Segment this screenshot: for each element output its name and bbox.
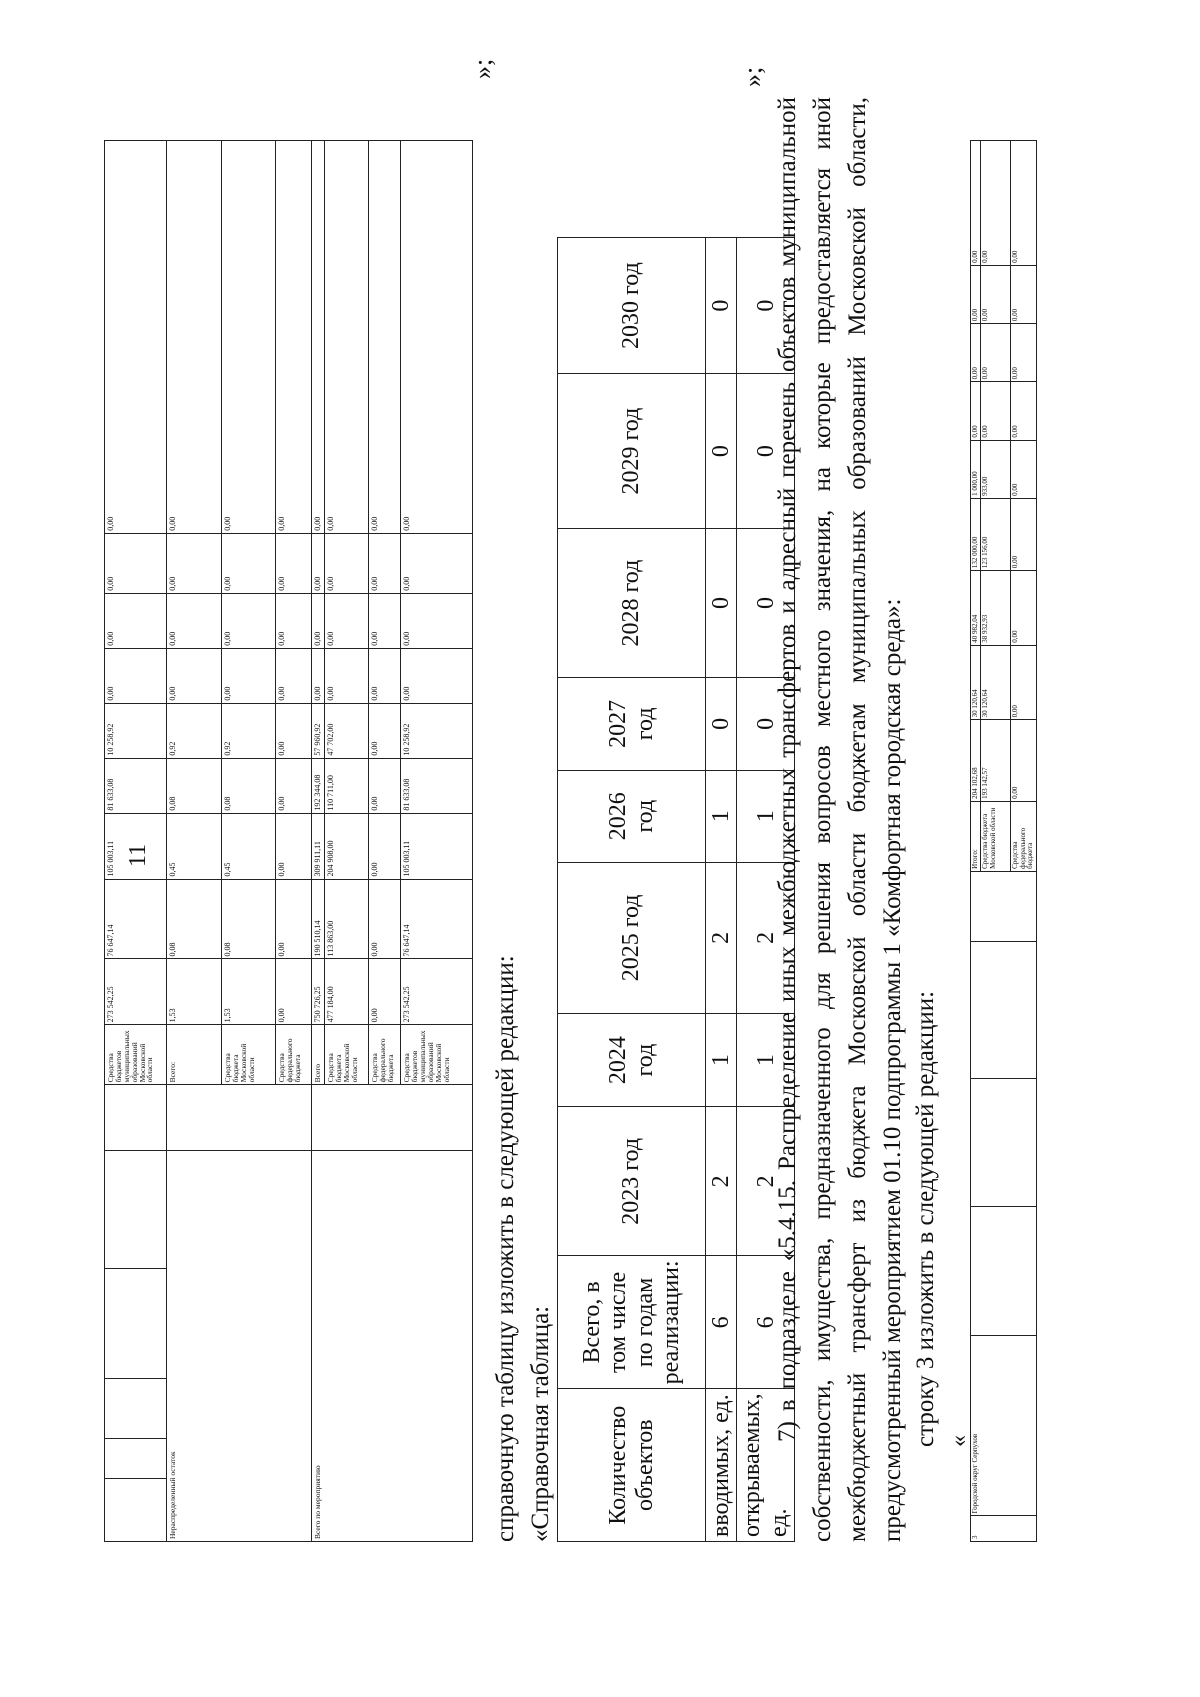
value-cell: 57 960,92 <box>312 703 325 758</box>
cell <box>971 871 1037 941</box>
value-cell: 0,00 <box>369 959 401 1025</box>
value-cell: 0,00 <box>1011 324 1037 382</box>
value-cell: 10 258,92 <box>401 703 473 758</box>
cell <box>312 1085 473 1151</box>
table-header-row <box>558 238 706 1542</box>
value-cell: 0,00 <box>369 813 401 879</box>
table-row <box>312 141 325 1542</box>
value-cell: 0,00 <box>1011 265 1037 323</box>
value-cell: 0,00 <box>276 879 312 959</box>
value-cell: 0,00 <box>276 758 312 813</box>
row-label: открываемых, ед. <box>737 1389 795 1542</box>
cell <box>971 1207 1037 1335</box>
source-cell: Всего <box>312 1025 325 1085</box>
value-cell: 0,08 <box>167 879 222 959</box>
value-cell: 2 <box>737 1107 795 1256</box>
value-cell: 0,00 <box>222 141 276 534</box>
value-cell: 38 932,93 <box>981 571 1011 646</box>
value-cell: 110 711,00 <box>325 758 369 813</box>
value-cell: 0 <box>706 374 737 529</box>
source-cell: Итого: <box>971 801 981 871</box>
value-cell: 0 <box>737 678 795 770</box>
value-cell: 0,00 <box>369 703 401 758</box>
value-cell: 0,00 <box>369 648 401 703</box>
value-cell: 2 <box>706 862 737 1013</box>
value-cell: 0,00 <box>401 141 473 534</box>
cell <box>105 1085 167 1151</box>
value-cell: 0,00 <box>1011 498 1037 570</box>
table-row <box>706 238 737 1542</box>
header-cell: 2024 год <box>558 1013 706 1106</box>
value-cell: 0,00 <box>369 593 401 648</box>
value-cell: 0 <box>706 528 737 677</box>
cell <box>105 1379 167 1439</box>
object-table <box>970 140 1037 1542</box>
value-cell: 0,00 <box>401 593 473 648</box>
value-cell: 0,00 <box>1011 382 1037 440</box>
value-cell: 477 184,00 <box>325 959 369 1025</box>
value-cell: 76 647,14 <box>105 879 167 959</box>
value-cell: 0,00 <box>276 813 312 879</box>
value-cell: 0,00 <box>167 593 222 648</box>
value-cell: 0,00 <box>1011 440 1037 498</box>
value-cell: 0,00 <box>276 703 312 758</box>
value-cell: 273 542,25 <box>401 959 473 1025</box>
cell <box>105 1269 167 1379</box>
table-row <box>971 141 981 1542</box>
value-cell: 204 102,68 <box>971 720 981 802</box>
value-cell: 0,00 <box>369 141 401 534</box>
value-cell: 0,00 <box>971 382 981 440</box>
cell <box>105 1479 167 1542</box>
table-row <box>105 141 167 1542</box>
value-cell: 0,45 <box>222 813 276 879</box>
opening-quote: « <box>946 1435 972 1447</box>
source-cell: Средства федерального бюджета <box>1011 801 1037 871</box>
value-cell: 2 <box>737 862 795 1013</box>
value-cell: 1,53 <box>167 959 222 1025</box>
header-cell: 2025 год <box>558 862 706 1013</box>
source-cell: Средства федерального бюджета <box>276 1025 312 1085</box>
value-cell: 81 633,08 <box>105 758 167 813</box>
closing-quote: »; <box>738 66 767 87</box>
value-cell: 0,00 <box>981 265 1011 323</box>
header-cell: Всего, в том числе по годам реализации: <box>558 1256 706 1389</box>
value-cell: 750 726,25 <box>312 959 325 1025</box>
value-cell: 0 <box>706 678 737 770</box>
value-cell: 1 000,00 <box>971 440 981 498</box>
cell <box>167 1085 312 1151</box>
value-cell: 0,00 <box>276 648 312 703</box>
value-cell: 0,00 <box>1011 141 1037 266</box>
value-cell: 30 120,64 <box>981 645 1011 720</box>
intro-text: справочную таблицу изложить в следующей редакции: <box>492 955 519 1542</box>
value-cell: 0,00 <box>369 533 401 593</box>
value-cell: 0 <box>706 238 737 374</box>
value-cell: 0,00 <box>369 879 401 959</box>
value-cell: 0,00 <box>312 648 325 703</box>
value-cell: 0,00 <box>981 324 1011 382</box>
cell <box>971 941 1037 1079</box>
value-cell: 204 908,00 <box>325 813 369 879</box>
value-cell: 76 647,14 <box>401 879 473 959</box>
value-cell: 933,00 <box>981 440 1011 498</box>
source-cell: Средства бюджета Московской области <box>981 801 1011 871</box>
instruction-text: строку 3 изложить в следующей редакции: <box>912 990 939 1447</box>
source-cell: Средства федерального бюджета <box>369 1025 401 1085</box>
value-cell: 0,00 <box>1011 645 1037 720</box>
value-cell: 0,00 <box>1011 571 1037 646</box>
value-cell: 0,00 <box>401 533 473 593</box>
value-cell: 1 <box>706 1013 737 1106</box>
value-cell: 0,00 <box>401 648 473 703</box>
value-cell: 47 702,00 <box>325 703 369 758</box>
source-cell: Средства бюджетов муниципальных образований Московской области <box>401 1025 473 1085</box>
value-cell: 192 344,08 <box>312 758 325 813</box>
value-cell: 2 <box>706 1107 737 1256</box>
value-cell: 0,00 <box>105 141 167 534</box>
value-cell: 0,00 <box>971 141 981 266</box>
value-cell: 0,00 <box>325 141 369 534</box>
header-cell: 2026 год <box>558 770 706 862</box>
value-cell: 0,00 <box>276 593 312 648</box>
value-cell: 190 510,14 <box>312 879 325 959</box>
closing-quote: »; <box>468 58 497 79</box>
value-cell: 0,00 <box>105 533 167 593</box>
header-cell: 2027 год <box>558 678 706 770</box>
value-cell: 132 000,00 <box>971 498 981 570</box>
value-cell: 1 <box>737 1013 795 1106</box>
value-cell: 6 <box>737 1256 795 1389</box>
source-cell: Средства бюджета Московской области <box>325 1025 369 1085</box>
value-cell: 0,45 <box>167 813 222 879</box>
value-cell: 0,00 <box>222 593 276 648</box>
value-cell: 0,92 <box>222 703 276 758</box>
value-cell: 0,00 <box>167 533 222 593</box>
value-cell: 0 <box>737 528 795 677</box>
value-cell: 0,00 <box>167 648 222 703</box>
label-cell: Всего по мероприятию <box>312 1151 473 1542</box>
row-number: 3 <box>971 1516 1037 1542</box>
header-cell: Количество объектов <box>558 1389 706 1542</box>
value-cell: 273 542,25 <box>105 959 167 1025</box>
source-cell: Средства бюджета Московской области <box>222 1025 276 1085</box>
value-cell: 0,08 <box>222 879 276 959</box>
header-cell: 2030 год <box>558 238 706 374</box>
value-cell: 0,00 <box>1011 720 1037 802</box>
value-cell: 113 863,00 <box>325 879 369 959</box>
source-cell: Средства бюджетов муниципальных образований Московской области <box>105 1025 167 1085</box>
value-cell: 0,00 <box>276 141 312 534</box>
value-cell: 0,00 <box>981 382 1011 440</box>
value-cell: 0,00 <box>325 648 369 703</box>
header-cell: 2029 год <box>558 374 706 529</box>
value-cell: 0,00 <box>105 648 167 703</box>
value-cell: 30 120,64 <box>971 645 981 720</box>
value-cell: 0,00 <box>369 758 401 813</box>
reference-table <box>557 237 795 1542</box>
header-cell: 2023 год <box>558 1107 706 1256</box>
cell <box>971 1079 1037 1207</box>
table-row <box>167 141 222 1542</box>
value-cell: 0 <box>737 374 795 529</box>
row-label: вводимых, ед. <box>706 1389 737 1542</box>
municipality-name: Городской округ Серпухов <box>971 1335 1037 1516</box>
value-cell: 81 633,08 <box>401 758 473 813</box>
cell <box>105 1439 167 1479</box>
value-cell: 0,00 <box>167 141 222 534</box>
value-cell: 193 142,57 <box>981 720 1011 802</box>
value-cell: 105 003,11 <box>105 813 167 879</box>
value-cell: 0,00 <box>312 593 325 648</box>
body-paragraph: 7) в подразделе «5.4.15. Распределение иных межбюджетных трансфертов и адресный перечень объектов муниципальной собственности, имущества, предназначенного для решения вопросов местного значения, на которые предоставляется иной межбюджетный трансферт из бюджета Московской области бюджетам муниципальных образований Московской области, предусмотренный мероприятием 01.10 подпрограммы 1 «Комфортная городская среда»: <box>774 97 906 1542</box>
header-cell: 2028 год <box>558 528 706 677</box>
value-cell: 0,00 <box>971 265 981 323</box>
value-cell: 0,00 <box>276 533 312 593</box>
value-cell: 0,00 <box>971 324 981 382</box>
value-cell: 0,00 <box>222 648 276 703</box>
value-cell: 0,00 <box>105 593 167 648</box>
value-cell: 40 982,04 <box>971 571 981 646</box>
value-cell: 0,00 <box>325 593 369 648</box>
value-cell: 105 003,11 <box>401 813 473 879</box>
table-caption: «Справочная таблица: <box>527 1305 554 1542</box>
page-number: 11 <box>125 843 151 867</box>
value-cell: 1,53 <box>222 959 276 1025</box>
label-cell: Нераспределенный остаток <box>167 1151 312 1542</box>
value-cell: 309 911,11 <box>312 813 325 879</box>
value-cell: 1 <box>737 770 795 862</box>
value-cell: 0,92 <box>167 703 222 758</box>
source-cell: Всего: <box>167 1025 222 1085</box>
value-cell: 0,00 <box>312 141 325 534</box>
value-cell: 0,00 <box>222 533 276 593</box>
value-cell: 0,00 <box>276 959 312 1025</box>
value-cell: 10 258,92 <box>105 703 167 758</box>
value-cell: 0,08 <box>167 758 222 813</box>
value-cell: 0,00 <box>981 141 1011 266</box>
value-cell: 0,00 <box>325 533 369 593</box>
cell <box>105 1151 167 1269</box>
value-cell: 123 156,00 <box>981 498 1011 570</box>
value-cell: 1 <box>706 770 737 862</box>
distribution-table <box>104 140 473 1542</box>
value-cell: 0 <box>737 238 795 374</box>
value-cell: 0,08 <box>222 758 276 813</box>
value-cell: 0,00 <box>312 533 325 593</box>
value-cell: 6 <box>706 1256 737 1389</box>
